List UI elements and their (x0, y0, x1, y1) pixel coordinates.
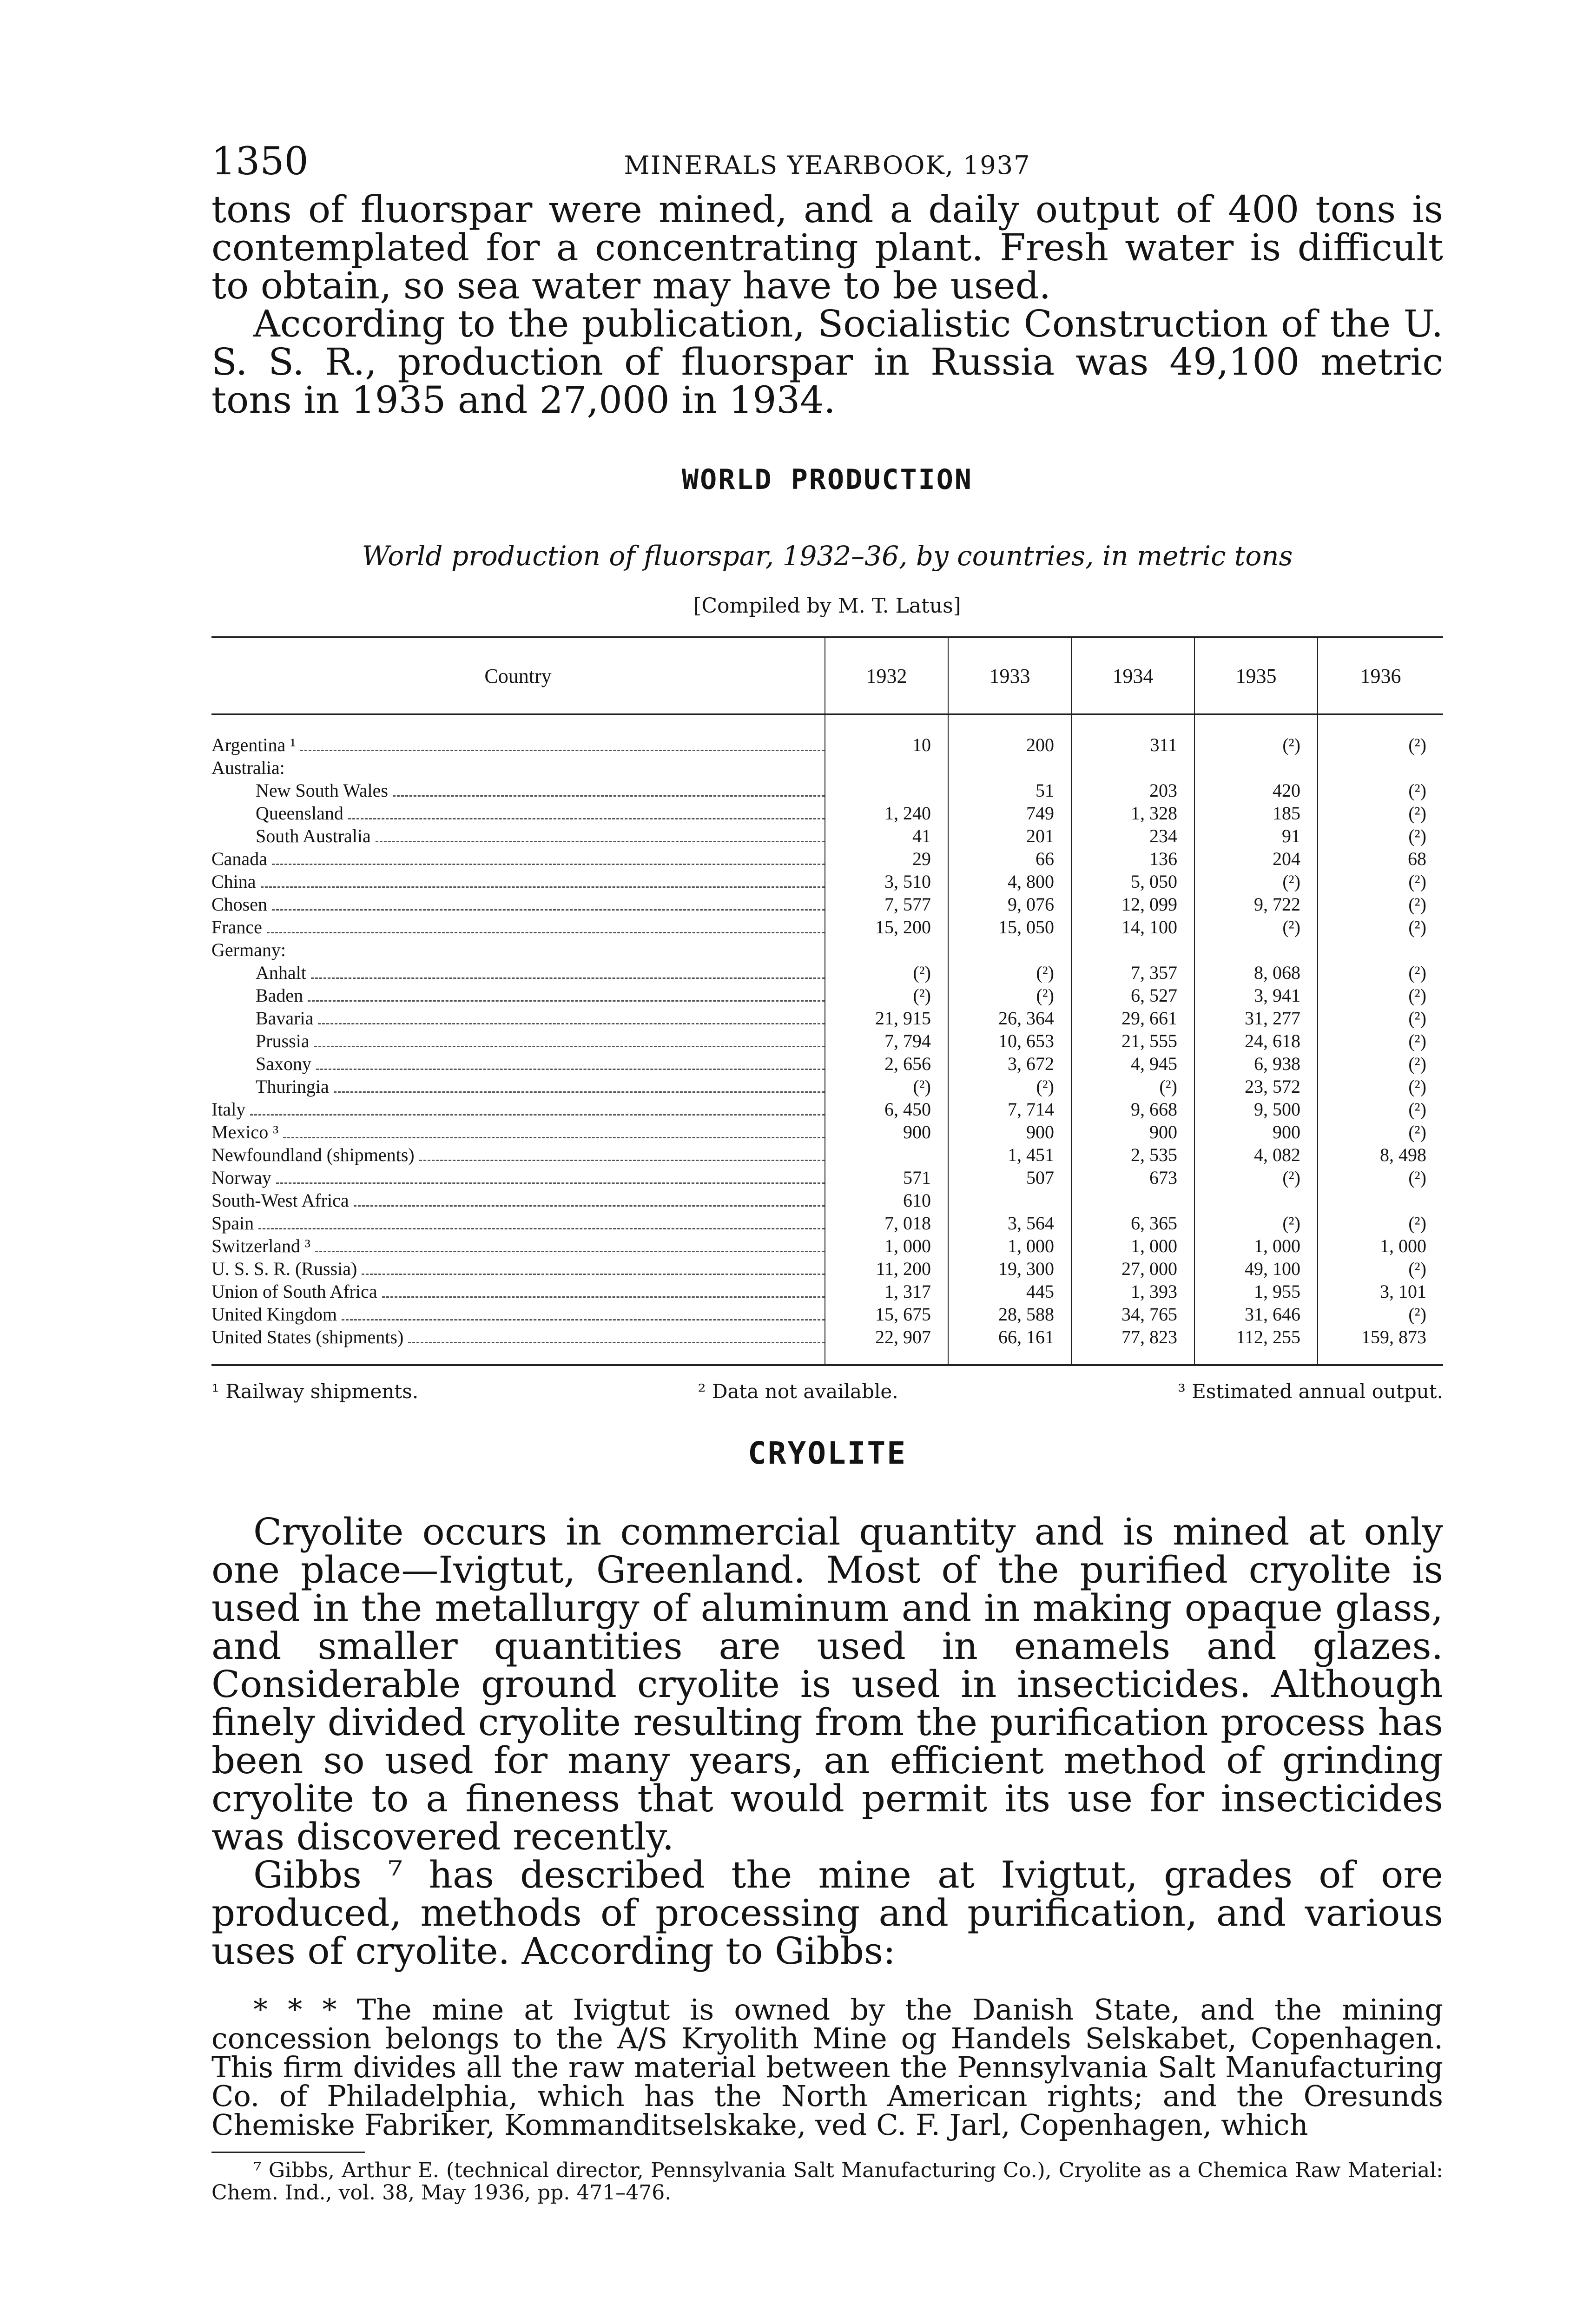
value-cell-1935: 3, 941 (1194, 984, 1318, 1007)
country-cell (211, 1075, 825, 1098)
value-cell-1932: 22, 907 (825, 1326, 948, 1365)
value-cell-1934: 1, 393 (1071, 1280, 1194, 1303)
table-row (211, 916, 1443, 938)
value-cell-1934: 5, 050 (1071, 870, 1194, 893)
country-cell (211, 1280, 825, 1303)
country-name: Saxony (256, 1052, 314, 1075)
value-cell-1932: (²) (825, 984, 948, 1007)
country-cell (211, 916, 825, 938)
table-row (211, 1212, 1443, 1235)
column-header: 1933 (948, 637, 1071, 714)
value-cell-1936: 68 (1318, 847, 1443, 870)
value-cell-1936: 8, 498 (1318, 1143, 1443, 1166)
country-name: Mexico ³ (211, 1121, 281, 1143)
value-cell-1936: (²) (1318, 1166, 1443, 1189)
country-name: South Australia (256, 825, 374, 847)
value-cell-1934: 77, 823 (1071, 1326, 1194, 1365)
table-row (211, 1326, 1443, 1365)
value-cell-1936: (²) (1318, 1303, 1443, 1326)
page (211, 139, 1443, 2204)
dot-leader (382, 1282, 825, 1298)
table-row (211, 1303, 1443, 1326)
value-cell-1932 (825, 938, 948, 961)
value-cell-1936: 1, 000 (1318, 1235, 1443, 1257)
table-header-row (211, 637, 1443, 714)
value-cell-1932: 10 (825, 714, 948, 757)
value-cell-1935: 4, 082 (1194, 1143, 1318, 1166)
value-cell-1933: 4, 800 (948, 870, 1071, 893)
value-cell-1932: 3, 510 (825, 870, 948, 893)
value-cell-1936: (²) (1318, 802, 1443, 825)
value-cell-1936: (²) (1318, 1257, 1443, 1280)
column-header: 1936 (1318, 637, 1443, 714)
value-cell-1935: 112, 255 (1194, 1326, 1318, 1365)
value-cell-1936: (²) (1318, 961, 1443, 984)
table-row (211, 1052, 1443, 1075)
country-cell (211, 802, 825, 825)
value-cell-1933: 19, 300 (948, 1257, 1071, 1280)
running-title: MINERALS YEARBOOK, 1937 (624, 151, 1031, 180)
country-cell (211, 893, 825, 916)
value-cell-1933: 445 (948, 1280, 1071, 1303)
table-row (211, 1098, 1443, 1121)
value-cell-1935 (1194, 756, 1318, 779)
world-production-heading: WORLD PRODUCTION (682, 463, 973, 496)
value-cell-1935: 420 (1194, 779, 1318, 802)
value-cell-1935: 6, 938 (1194, 1052, 1318, 1075)
dot-leader (250, 1100, 825, 1116)
value-cell-1936: (²) (1318, 779, 1443, 802)
value-cell-1932: 7, 018 (825, 1212, 948, 1235)
value-cell-1935: 9, 722 (1194, 893, 1318, 916)
value-cell-1932: 6, 450 (825, 1098, 948, 1121)
value-cell-1933: (²) (948, 1075, 1071, 1098)
value-cell-1932: 41 (825, 825, 948, 847)
dot-leader (267, 918, 825, 933)
value-cell-1935: 49, 100 (1194, 1257, 1318, 1280)
page-number: 1350 (211, 139, 309, 184)
table-row (211, 1166, 1443, 1189)
value-cell-1936: (²) (1318, 1121, 1443, 1143)
dot-leader (258, 1214, 825, 1229)
country-cell (211, 1235, 825, 1257)
country-name: New South Wales (256, 779, 391, 802)
country-cell (211, 938, 825, 961)
value-cell-1935: 91 (1194, 825, 1318, 847)
dot-leader (272, 850, 825, 865)
value-cell-1932: 7, 794 (825, 1030, 948, 1052)
table-row (211, 1280, 1443, 1303)
value-cell-1935: 31, 646 (1194, 1303, 1318, 1326)
value-cell-1934: 1, 328 (1071, 802, 1194, 825)
country-cell (211, 1052, 825, 1075)
value-cell-1935: (²) (1194, 1166, 1318, 1189)
country-name: Prussia (256, 1030, 312, 1052)
value-cell-1936: (²) (1318, 1052, 1443, 1075)
value-cell-1932: 1, 000 (825, 1235, 948, 1257)
table-title: World production of fluorspar, 1932–36, by countries, in metric tons (362, 540, 1293, 572)
value-cell-1936: (²) (1318, 1212, 1443, 1235)
value-cell-1935 (1194, 938, 1318, 961)
value-cell-1936 (1318, 938, 1443, 961)
value-cell-1935: (²) (1194, 870, 1318, 893)
value-cell-1936 (1318, 756, 1443, 779)
country-cell (211, 984, 825, 1007)
dot-leader (354, 1191, 825, 1207)
value-cell-1934: 12, 099 (1071, 893, 1194, 916)
value-cell-1936: (²) (1318, 1030, 1443, 1052)
value-cell-1933: 28, 588 (948, 1303, 1071, 1326)
value-cell-1932: 21, 915 (825, 1007, 948, 1030)
table-footnotes (211, 1380, 1443, 1403)
value-cell-1932: 29 (825, 847, 948, 870)
value-cell-1934: 6, 365 (1071, 1212, 1194, 1235)
table-row (211, 1235, 1443, 1257)
value-cell-1934 (1071, 938, 1194, 961)
table-row (211, 825, 1443, 847)
value-cell-1936: (²) (1318, 1007, 1443, 1030)
dot-leader (318, 1009, 825, 1024)
table-row (211, 847, 1443, 870)
value-cell-1936: 3, 101 (1318, 1280, 1443, 1303)
dot-leader (272, 895, 825, 911)
country-cell (211, 1007, 825, 1030)
country-name: Canada (211, 847, 270, 870)
country-cell (211, 1189, 825, 1212)
value-cell-1934: 29, 661 (1071, 1007, 1194, 1030)
country-cell (211, 1143, 825, 1166)
value-cell-1934: 1, 000 (1071, 1235, 1194, 1257)
dot-leader (311, 964, 825, 979)
country-name: Union of South Africa (211, 1280, 380, 1303)
country-cell (211, 756, 825, 779)
dot-leader (334, 1077, 825, 1093)
value-cell-1935: 23, 572 (1194, 1075, 1318, 1098)
value-cell-1936: (²) (1318, 893, 1443, 916)
value-cell-1933: 15, 050 (948, 916, 1071, 938)
table-row (211, 1030, 1443, 1052)
value-cell-1935: 24, 618 (1194, 1030, 1318, 1052)
value-cell-1934: 4, 945 (1071, 1052, 1194, 1075)
value-cell-1932: 15, 200 (825, 916, 948, 938)
fluorspar-production-table (211, 636, 1443, 1366)
dot-leader (314, 1032, 825, 1047)
table-row (211, 870, 1443, 893)
value-cell-1935 (1194, 1189, 1318, 1212)
country-cell (211, 714, 825, 757)
country-name: Germany: (211, 938, 289, 961)
country-name: United States (shipments) (211, 1326, 406, 1348)
value-cell-1933: 900 (948, 1121, 1071, 1143)
country-cell (211, 1303, 825, 1326)
value-cell-1935: (²) (1194, 916, 1318, 938)
country-name: Chosen (211, 893, 270, 916)
country-name: Queensland (256, 802, 346, 825)
page-header (211, 139, 1443, 191)
value-cell-1934: 673 (1071, 1166, 1194, 1189)
country-name: Norway (211, 1166, 274, 1189)
value-cell-1936: (²) (1318, 714, 1443, 757)
country-name: Argentina ¹ (211, 733, 298, 756)
table-row (211, 961, 1443, 984)
value-cell-1933: 51 (948, 779, 1071, 802)
table-row (211, 802, 1443, 825)
value-cell-1933: 1, 451 (948, 1143, 1071, 1166)
country-name: Switzerland ³ (211, 1235, 313, 1257)
value-cell-1934: 34, 765 (1071, 1303, 1194, 1326)
value-cell-1936: (²) (1318, 916, 1443, 938)
country-name: Spain (211, 1212, 257, 1235)
country-cell (211, 1212, 825, 1235)
dot-leader (276, 1169, 825, 1184)
country-cell (211, 961, 825, 984)
table-row (211, 714, 1443, 757)
dot-leader (308, 986, 825, 1002)
value-cell-1932: 15, 675 (825, 1303, 948, 1326)
value-cell-1933: 7, 714 (948, 1098, 1071, 1121)
dot-leader (342, 1305, 825, 1320)
dot-leader (376, 827, 825, 842)
country-name: United Kingdom (211, 1303, 340, 1326)
value-cell-1933 (948, 756, 1071, 779)
value-cell-1933: 10, 653 (948, 1030, 1071, 1052)
value-cell-1934: 2, 535 (1071, 1143, 1194, 1166)
footnote-1: ¹ Railway shipments. (211, 1380, 419, 1403)
column-header: 1932 (825, 637, 948, 714)
value-cell-1934 (1071, 756, 1194, 779)
intro-paragraph-1: tons of fluorspar were mined, and a daily output of 400 tons is contemplated for a concentrating plant. Fresh water is difficult to obtain, so sea water may have to be used. (211, 188, 1443, 307)
country-name: France (211, 916, 265, 938)
country-cell (211, 870, 825, 893)
dot-leader (316, 1055, 825, 1070)
value-cell-1934: 311 (1071, 714, 1194, 757)
gibbs-quote: * * * The mine at Ivigtut is owned by the Danish State, and the mining concession belongs to the A/S Kryolith Mine og Handels Selskabet, Copenhagen. This firm divides all the raw material between the Pennsylvania Salt Manufacturing Co. of Philadelphia, which has the North American rights; and the Oresunds Chemiske Fabriker, Kommanditselskake, ved C. F. Jarl, Copenhagen, which (211, 1993, 1443, 2142)
value-cell-1934: 900 (1071, 1121, 1194, 1143)
country-cell (211, 1257, 825, 1280)
country-cell (211, 847, 825, 870)
country-name: Newfoundland (shipments) (211, 1143, 417, 1166)
table-body (211, 714, 1443, 1366)
value-cell-1936: 159, 873 (1318, 1326, 1443, 1365)
value-cell-1932: 11, 200 (825, 1257, 948, 1280)
value-cell-1932 (825, 779, 948, 802)
value-cell-1932: 1, 317 (825, 1280, 948, 1303)
country-name: Italy (211, 1098, 248, 1121)
value-cell-1935: 204 (1194, 847, 1318, 870)
value-cell-1934 (1071, 1189, 1194, 1212)
value-cell-1932: 2, 656 (825, 1052, 948, 1075)
country-name: Bavaria (256, 1007, 316, 1030)
value-cell-1932: 7, 577 (825, 893, 948, 916)
country-name: South-West Africa (211, 1189, 352, 1212)
value-cell-1936: (²) (1318, 825, 1443, 847)
country-cell (211, 1121, 825, 1143)
cryolite-heading: CRYOLITE (748, 1435, 907, 1471)
value-cell-1936: (²) (1318, 984, 1443, 1007)
footnote-2: ² Data not available. (698, 1380, 898, 1403)
value-cell-1934: 21, 555 (1071, 1030, 1194, 1052)
value-cell-1933: 200 (948, 714, 1071, 757)
value-cell-1933: (²) (948, 984, 1071, 1007)
country-cell (211, 1166, 825, 1189)
value-cell-1935: 31, 277 (1194, 1007, 1318, 1030)
table-row (211, 938, 1443, 961)
country-name: Anhalt (256, 961, 309, 984)
value-cell-1932 (825, 1143, 948, 1166)
value-cell-1934: 136 (1071, 847, 1194, 870)
value-cell-1934: 14, 100 (1071, 916, 1194, 938)
value-cell-1935: 9, 500 (1194, 1098, 1318, 1121)
table-row (211, 1257, 1443, 1280)
value-cell-1933: 26, 364 (948, 1007, 1071, 1030)
table-row (211, 984, 1443, 1007)
table-row (211, 893, 1443, 916)
value-cell-1932: 610 (825, 1189, 948, 1212)
column-header: 1934 (1071, 637, 1194, 714)
value-cell-1933: 66 (948, 847, 1071, 870)
column-header: 1935 (1194, 637, 1318, 714)
value-cell-1934: 27, 000 (1071, 1257, 1194, 1280)
dot-leader (408, 1328, 825, 1343)
country-cell (211, 825, 825, 847)
country-name: U. S. S. R. (Russia) (211, 1257, 360, 1280)
value-cell-1935: (²) (1194, 1212, 1318, 1235)
value-cell-1934: (²) (1071, 1075, 1194, 1098)
dot-leader (315, 1237, 825, 1252)
value-cell-1936: (²) (1318, 1075, 1443, 1098)
value-cell-1934: 9, 668 (1071, 1098, 1194, 1121)
value-cell-1933: 3, 672 (948, 1052, 1071, 1075)
dot-leader (300, 736, 825, 751)
value-cell-1935: 1, 955 (1194, 1280, 1318, 1303)
value-cell-1933: 9, 076 (948, 893, 1071, 916)
value-cell-1932: (²) (825, 961, 948, 984)
dot-leader (393, 781, 825, 797)
dot-leader (348, 804, 825, 819)
value-cell-1932: 900 (825, 1121, 948, 1143)
value-cell-1933: 1, 000 (948, 1235, 1071, 1257)
value-cell-1935: 185 (1194, 802, 1318, 825)
table-row (211, 779, 1443, 802)
footnote-3: ³ Estimated annual output. (1178, 1380, 1443, 1403)
value-cell-1934: 7, 357 (1071, 961, 1194, 984)
value-cell-1934: 203 (1071, 779, 1194, 802)
value-cell-1936 (1318, 1189, 1443, 1212)
value-cell-1935: 1, 000 (1194, 1235, 1318, 1257)
value-cell-1933: 201 (948, 825, 1071, 847)
value-cell-1932: 571 (825, 1166, 948, 1189)
dot-leader (362, 1260, 825, 1275)
value-cell-1933: 66, 161 (948, 1326, 1071, 1365)
value-cell-1932: (²) (825, 1075, 948, 1098)
value-cell-1935: 900 (1194, 1121, 1318, 1143)
country-cell (211, 1098, 825, 1121)
table-row (211, 1075, 1443, 1098)
dot-leader (419, 1146, 825, 1161)
value-cell-1934: 234 (1071, 825, 1194, 847)
value-cell-1933: 3, 564 (948, 1212, 1071, 1235)
value-cell-1933 (948, 1189, 1071, 1212)
table-row (211, 1007, 1443, 1030)
country-cell (211, 779, 825, 802)
country-name: Baden (256, 984, 306, 1007)
value-cell-1935: 8, 068 (1194, 961, 1318, 984)
column-header: Country (211, 637, 825, 714)
country-name: China (211, 870, 259, 893)
page-footnote-7: ⁷ Gibbs, Arthur E. (technical director, Pennsylvania Salt Manufacturing Co.), Cryolite as a Chemica Raw Material: Chem. Ind., vol. 38, May 1936, pp. 471–476. (211, 2159, 1443, 2205)
value-cell-1934: 6, 527 (1071, 984, 1194, 1007)
table-row (211, 1143, 1443, 1166)
country-cell (211, 1030, 825, 1052)
table-source: [Compiled by M. T. Latus] (693, 594, 961, 618)
value-cell-1936: (²) (1318, 1098, 1443, 1121)
cryolite-paragraph-2: Gibbs ⁷ has described the mine at Ivigtut, grades of ore produced, methods of processing and purification, and various uses of cryolite. According to Gibbs: (211, 1853, 1443, 1973)
value-cell-1936: (²) (1318, 870, 1443, 893)
intro-paragraph-2: According to the publication, Socialistic Construction of the U. S. S. R., production of fluorspar in Russia was 49,100 metric tons in 1935 and 27,000 in 1934. (211, 302, 1443, 422)
table-row (211, 1189, 1443, 1212)
country-name: Australia: (211, 756, 288, 779)
value-cell-1933: (²) (948, 961, 1071, 984)
country-cell (211, 1326, 825, 1365)
value-cell-1932: 1, 240 (825, 802, 948, 825)
table-row (211, 756, 1443, 779)
value-cell-1933: 507 (948, 1166, 1071, 1189)
dot-leader (261, 872, 825, 888)
value-cell-1933: 749 (948, 802, 1071, 825)
cryolite-paragraph-1: Cryolite occurs in commercial quantity and is mined at only one place—Ivigtut, Greenland. Most of the purified cryolite is used in the metallurgy of aluminum and in making opaque glass, and smaller quantities are used in enamels and glazes. Considerable ground cryolite is used in insecticides. Although finely divided cryolite resulting from the purification process has been so used for many years, an efficient method of grinding cryolite to a fineness that would permit its use for insecticides was discovered recently. (211, 1510, 1443, 1858)
dot-leader (283, 1123, 825, 1138)
value-cell-1932 (825, 756, 948, 779)
country-name: Thuringia (256, 1075, 332, 1098)
value-cell-1935: (²) (1194, 714, 1318, 757)
value-cell-1933 (948, 938, 1071, 961)
table-row (211, 1121, 1443, 1143)
